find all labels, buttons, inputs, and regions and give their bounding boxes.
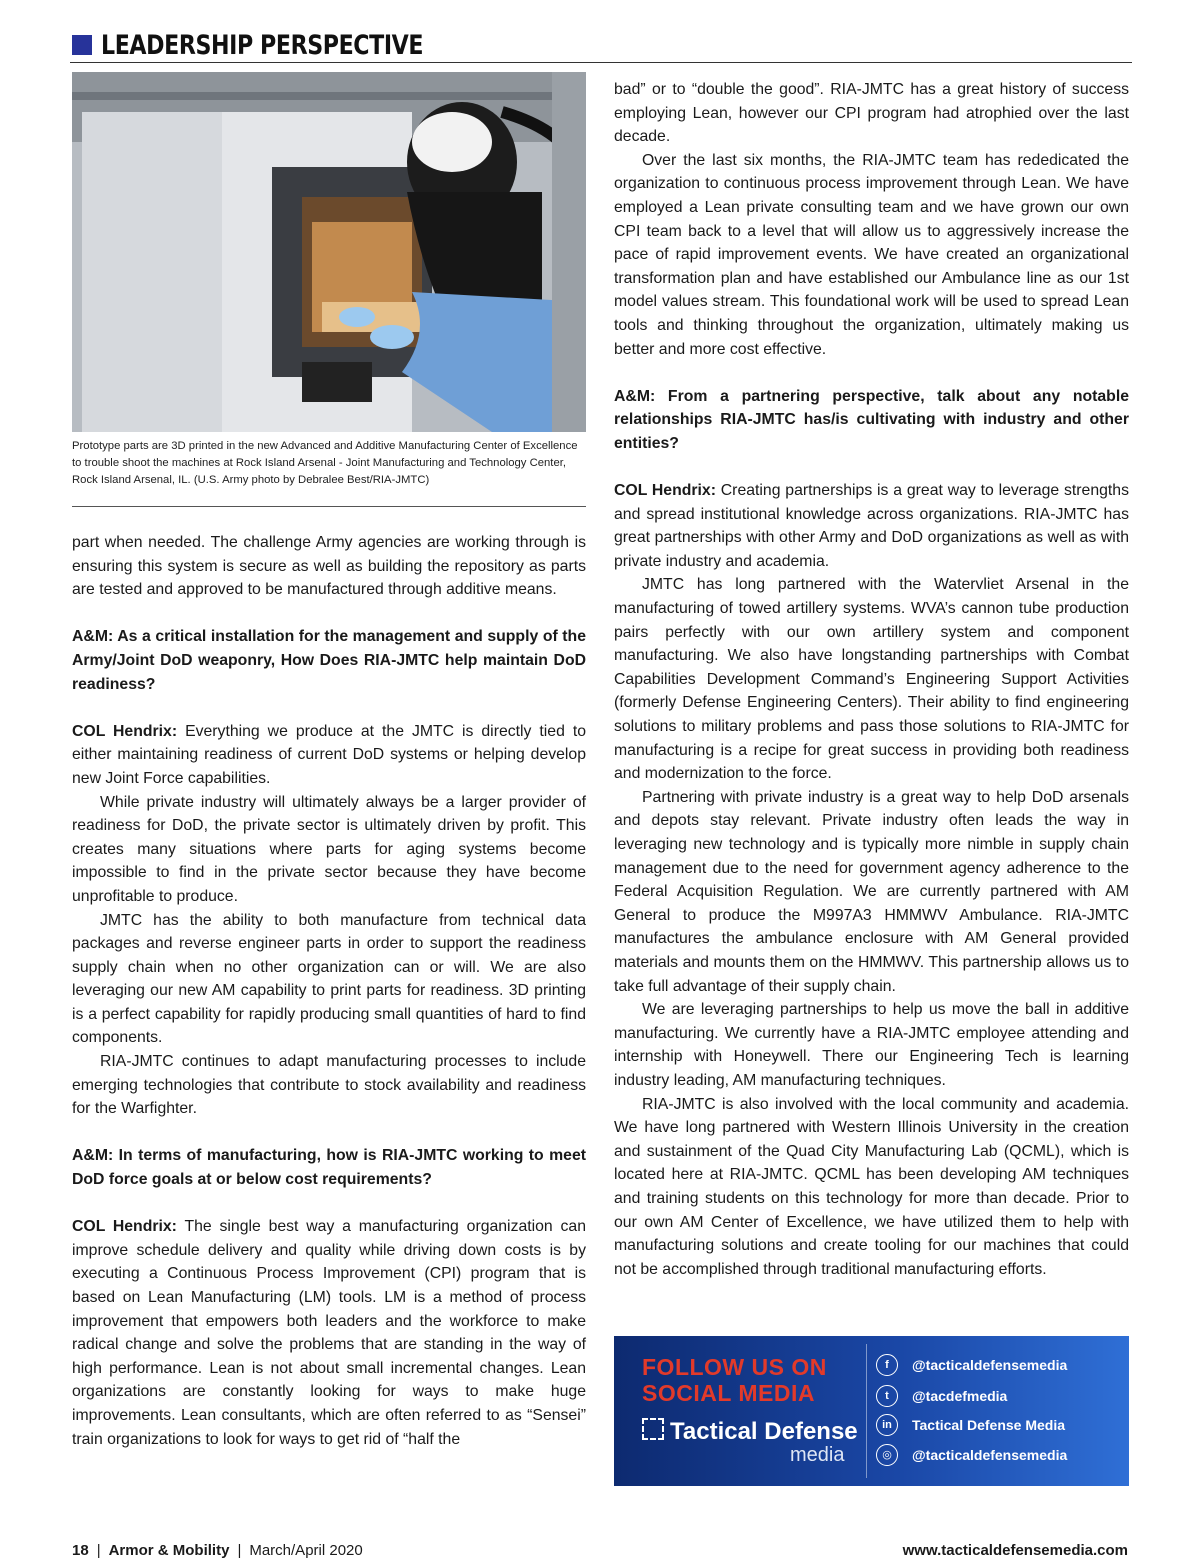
instagram-icon: ◎ [876,1444,898,1466]
footer-url[interactable]: www.tacticaldefensemedia.com [902,1542,1128,1559]
footer-folio: 18 | Armor & Mobility | March/April 2020 [72,1542,363,1559]
social-twitter[interactable] [876,1385,1007,1407]
body-paragraph: RIA-JMTC continues to adapt manufacturing processes to include emerging technologies that contribute to stock availability and readiness for the Warfighter. [72,1053,586,1118]
brand-mark-icon [642,1418,664,1440]
social-media-ad[interactable] [614,1336,1129,1486]
interview-answer [614,479,1129,573]
body-paragraph: part when needed. The challenge Army agencies are working through is ensuring this system is secure as well as building the repository as parts are tested and approved to be manufactured through additive means. [72,534,586,599]
header-rule [70,62,1132,63]
social-handle: @tacticaldefensemedia [912,1357,1068,1373]
follow-us-heading [642,1354,827,1406]
body-paragraph: JMTC has long partnered with the Watervliet Arsenal in the manufacturing of towed artillery systems. WVA’s cannon tube production pairs perfectly with our own artillery system and component manufacturing. We also have longstanding partnerships with Combat Capabilities Development Command’s Engineering Support Activities (formerly Defense Engineering Centers). Their ability to find engineering solutions to military problems and pass those solutions to RIA-JMTC for manufacturing is a recipe for great success in providing both readiness and modernization to the force. [614,576,1129,783]
header-square-marker [72,35,92,55]
interview-question: A&M: From a partnering perspective, talk about any notable relationships RIA-JMTC has/is cultivating with industry and other entities? [614,387,1129,452]
answer-text: Creating partnerships is a great way to leverage strengths and spread institutional knowledge across organizations. RIA-JMTC has great partnerships with other Army and DoD organizations as well as with private industry and academia. [614,482,1129,570]
linkedin-icon: in [876,1414,898,1436]
brand-name: Tactical Defense [670,1418,858,1445]
follow-line-2: SOCIAL MEDIA [642,1380,815,1406]
social-handle: @tacdefmedia [912,1388,1008,1404]
answer-text: Everything we produce at the JMTC is directly tied to either maintaining readiness of current DoD systems or helping develop new Joint Force capabilities. [72,722,587,787]
brand-logo [642,1418,858,1446]
body-paragraph: While private industry will ultimately always be a larger provider of readiness for DoD, the private sector is ultimately driven by profit. This creates many situations where parts for aging systems become impossible to find in the private sector because they have become unprofitable to produce. [72,793,586,905]
speaker-label: COL Hendrix: [72,1218,177,1236]
article-photo [72,72,586,432]
body-paragraph: bad” or to “double the good”. RIA-JMTC has a great history of success employing Lean, however our CPI program had atrophied over the last decade. [614,81,1129,146]
social-handle: @tacticaldefensemedia [912,1447,1068,1463]
section-header [72,28,494,62]
body-paragraph: JMTC has the ability to both manufacture from technical data packages and reverse engineer parts in order to support the readiness supply chain when no other organization can or will. We are also leveraging our new AM capability to print parts for readiness. 3D printing is a perfect capability for rapidly producing small quantities of hard to find components. [72,911,586,1047]
body-paragraph: Partnering with private industry is a great way to help DoD arsenals and depots stay relevant. Private industry often leads the way in leveraging new technology and is typically more nimble in supply chain management due to the need for government agency adherence to the Federal Acquisition Regulation. We are currently partnered with AM General to produce the M997A3 HMMWV Ambulance. RIA-JMTC manufactures the ambulance enclosure with AM General provided materials and mounts them on the HMMWV. This partnership allows us to take full advantage of their supply chain. [614,788,1129,995]
ad-divider [866,1344,867,1478]
speaker-label: COL Hendrix: [614,482,716,500]
photo-caption: Prototype parts are 3D printed in the new Advanced and Additive Manufacturing Center of Excellence to trouble shoot the machines at Rock Island Arsenal - Joint Manufacturing and Technology Center, Rock Island Arsenal, IL. (U.S. Army photo by Debralee Best/RIA-JMTC) [72,440,578,486]
body-paragraph: Over the last six months, the RIA-JMTC team has rededicated the organization to continuous process improvement through Lean. We have employed a Lean private consulting team and we have grown our own CPI team back to a level that will allow us to aggressively increase the pace of rapid improvement events. We have created an organizational transformation plan and have established our Ambulance line as our 1st model values stream. This foundational work will be used to spread Lean tools and thinking throughout the organization, ultimately making us better and more cost effective. [614,151,1129,358]
follow-line-1: FOLLOW US ON [642,1354,827,1380]
section-title: LEADERSHIP PERSPECTIVE [101,29,424,61]
social-facebook[interactable] [876,1354,1067,1376]
right-column [614,78,1129,1281]
speaker-label: COL Hendrix: [72,722,178,740]
interview-question: A&M: In terms of manufacturing, how is RIA-JMTC working to meet DoD force goals at or below cost requirements? [72,1147,586,1189]
body-paragraph: We are leveraging partnerships to help us move the ball in additive manufacturing. We currently have a RIA-JMTC employee attending and internship with Honeywell. There our Engineering Tech is learning industry leading, AM manufacturing techniques. [614,1001,1129,1089]
caption-rule [72,506,586,507]
interview-answer [72,720,586,791]
social-instagram[interactable] [876,1444,1067,1466]
interview-question: A&M: As a critical installation for the management and supply of the Army/Joint DoD weaponry, How Does RIA-JMTC help maintain DoD readiness? [72,628,586,693]
brand-subtitle: media [790,1444,845,1466]
left-column [72,531,586,1451]
body-paragraph: RIA-JMTC is also involved with the local community and academia. We have long partnered with Western Illinois University in the creation and sustainment of the Quad City Manufacturing Lab (QCML), which is located here at RIA-JMTC. QCML has been developing AM techniques and training students on this technology for more than decade. Prior to our own AM Center of Excellence, we have utilized them to help with manufacturing solutions and create tooling for our machines that could not be accomplished through traditional manufacturing efforts. [614,1095,1129,1278]
magazine-name: Armor & Mobility [108,1542,230,1559]
twitter-icon: t [876,1385,898,1407]
social-linkedin[interactable] [876,1414,1065,1436]
issue-date: March/April 2020 [249,1542,363,1559]
photo-illustration [72,72,586,432]
interview-answer [72,1215,586,1451]
answer-text: The single best way a manufacturing organization can improve schedule delivery and quality while driving down costs is by executing a Continuous Process Improvement (CPI) program that is based on Lean Manufacturing (LM) tools. LM is a method of process improvement that empowers both leaders and the workforce to make radical change and solve the problems that are standing in the way of high performance. Lean is not about small incremental changes. Lean organizations are constantly looking for ways to make huge improvements. Lean consultants, which are often referred to as “Sensei” train organizations to look for ways to get rid of “half the [72,1218,586,1448]
social-handle: Tactical Defense Media [912,1417,1066,1433]
facebook-icon: f [876,1354,898,1376]
page-number: 18 [72,1542,89,1559]
